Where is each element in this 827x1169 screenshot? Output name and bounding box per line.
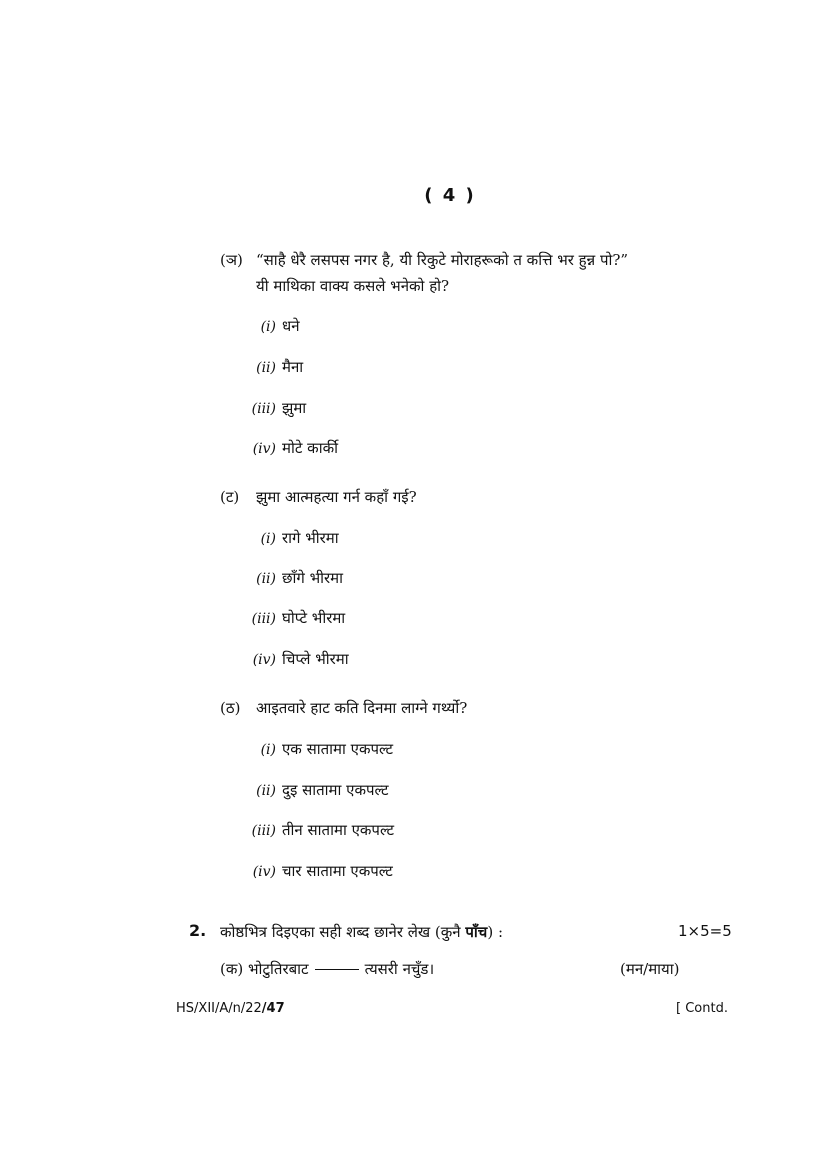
- option-number: (i): [260, 319, 276, 335]
- instruction-prefix: कोष्ठभित्र दिइएका सही शब्द छानेर लेख (कुनै: [220, 923, 461, 941]
- fill-blank-item: [220, 959, 434, 979]
- option-text: तीन सातामा एकपल्ट: [282, 821, 395, 839]
- option-text: चार सातामा एकपल्ट: [282, 862, 393, 880]
- option-number: (ii): [256, 571, 276, 587]
- instruction-suffix: ) :: [487, 923, 504, 941]
- option-row: [246, 820, 394, 840]
- option-number: (iv): [252, 864, 276, 880]
- option-text: चिप्ले भीरमा: [282, 650, 349, 668]
- option-text: एक सातामा एकपल्ट: [282, 740, 394, 758]
- question-text: “साहै धेरै लसपस नगर है, यी रिकुटे मोराहरूको त कत्ति भर हुन्न पो?”: [256, 251, 629, 269]
- question2-instruction: [220, 922, 503, 942]
- paper-code: [176, 1001, 285, 1016]
- option-row: [246, 528, 339, 548]
- instruction-bold: पाँच: [465, 923, 488, 941]
- option-row: [246, 861, 393, 881]
- option-row: [246, 316, 300, 336]
- option-number: (iii): [251, 823, 276, 839]
- item-label: (क): [220, 960, 244, 978]
- option-number: (ii): [256, 783, 276, 799]
- option-text: झुमा: [282, 399, 307, 417]
- option-row: [246, 739, 393, 759]
- option-row: [246, 568, 343, 588]
- option-number: (iii): [251, 611, 276, 627]
- question-text: आइतवारे हाट कति दिनमा लाग्ने गर्थ्यो?: [256, 699, 468, 717]
- question-text-line2: यी माथिका वाक्य कसले भनेको हो?: [256, 277, 450, 295]
- question-number: 2.: [189, 921, 207, 940]
- blank-line: [315, 969, 359, 970]
- question-text: झुमा आत्महत्या गर्न कहाँ गई?: [256, 488, 417, 506]
- option-row: [246, 780, 389, 800]
- contd-label: [ Contd.: [676, 1001, 728, 1016]
- option-row: [246, 357, 303, 377]
- question-label: (ञ): [220, 251, 243, 269]
- option-text: छाँगे भीरमा: [282, 569, 344, 587]
- code-prefix: HS/XII/A/n/22: [176, 1001, 262, 1016]
- option-number: (i): [260, 742, 276, 758]
- option-text: रागे भीरमा: [282, 529, 339, 547]
- question-label: (ठ): [220, 699, 241, 717]
- page-number: ( 4 ): [424, 185, 476, 206]
- option-text: घोप्टे भीरमा: [282, 609, 346, 627]
- option-number: (i): [260, 531, 276, 547]
- option-row: [246, 608, 345, 628]
- option-number: (ii): [256, 360, 276, 376]
- option-row: [246, 438, 338, 458]
- question-label: (ट): [220, 488, 240, 506]
- option-number: (iii): [251, 401, 276, 417]
- option-number: (iv): [252, 652, 276, 668]
- option-text: मैना: [282, 358, 304, 376]
- option-row: [246, 649, 349, 669]
- item-choices: (मन/माया): [620, 960, 680, 978]
- marks: 1×5=5: [678, 922, 732, 940]
- option-text: मोटे कार्की: [282, 439, 338, 457]
- item-after: त्यसरी नचुँड।: [364, 960, 435, 978]
- option-text: धने: [282, 317, 300, 335]
- item-before: भोटुतिरबाट: [248, 960, 309, 978]
- option-text: दुइ सातामा एकपल्ट: [282, 781, 389, 799]
- option-number: (iv): [252, 441, 276, 457]
- option-row: [246, 398, 306, 418]
- code-bold: /47: [261, 1001, 285, 1016]
